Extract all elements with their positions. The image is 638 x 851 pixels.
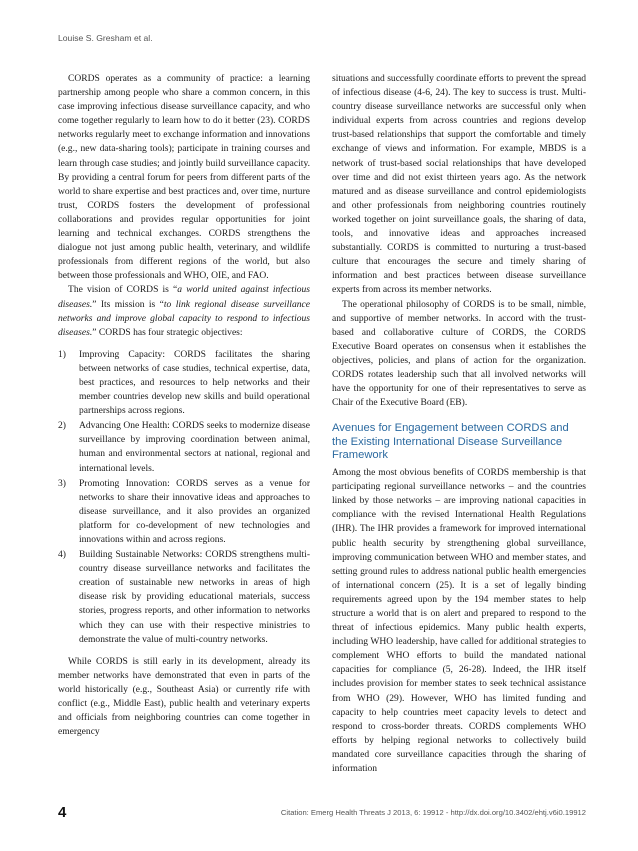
page-number: 4 (58, 804, 67, 821)
citation: Citation: Emerg Health Threats J 2013, 6: 19912 - http://dx.doi.org/10.3402/ehtj.v6i0.19912 (280, 808, 586, 817)
objective-text: Building Sustainable Networks: CORDS strengthens multi-country disease surveillance networks and facilitates the creation of sustainable new networks in areas of high disease risk by providing educational materials, success stories, progress reports, and other information to networks which they can use with their respective ministries to demonstrate the value of multi-country networks. (79, 549, 310, 645)
objective-number: 4) (58, 549, 66, 561)
section-heading: Avenues for Engagement between CORDS and the Existing International Disease Surveillance Framework (332, 422, 569, 462)
paragraph-vision-mission (58, 283, 310, 339)
paragraph-operational-philosophy: The operational philosophy of CORDS is to be small, nimble, and supportive of member networks. In accord with the trust-based and collaborative culture of CORDS, the CORDS Executive Board operates on consensus when it establishes the objectives, policies, and plans of action for the organization. CORDS rotates leadership such that all involved networks will have the opportunity for one of their representatives to serve as Chair of the Executive Board (EB). (332, 298, 586, 409)
objective-number: 1) (58, 348, 66, 360)
objective-text: Advancing One Health: CORDS seeks to modernize disease surveillance by improving coordination between animal, human and environmental sectors at national, regional and international levels. (79, 420, 310, 474)
objectives-list (58, 348, 310, 647)
paragraph-community-of-practice: CORDS operates as a community of practice: a learning partnership among people who share a common concern, in this case improving infectious disease surveillance capacity, and who come together regularly to learn how to do it better (23). CORDS networks regularly meet to exchange information and innovations (e.g., new data-sharing tools); participate in training courses and learn through case studies; and jointly build surveillance capacity. By providing a central forum for peers from different parts of the world to share expertise and best practices and, over time, nurture trust, CORDS fosters the development of professional collaborations and provides regular opportunities for joint learning and technical exchanges. CORDS strengthens the dialogue not just among public health, veterinary, and wildlife professionals from different regions of the world, but also between those professionals and WHO, OIE, and FAO. (58, 73, 310, 282)
objective-item (58, 348, 310, 418)
objective-text: Promoting Innovation: CORDS serves as a venue for networks to share their innovative ideas and approaches to disease surveillance, and it also provides an organized platform for co-development of new technologies and innovations within and across regions. (79, 477, 310, 545)
right-column (332, 72, 586, 776)
paragraph-ihr: Among the most obvious benefits of CORDS membership is that participating regional surveillance networks – and the countries linked by those networks – are improving national capacities in compliance with the revised International Health Regulations (IHR). The IHR provides a framework for improved international public health security by strengthening global surveillance, improving communication between WHO and member states, and setting ground rules to address national public health emergencies of international concern (25). It is a set of legally binding requirements agreed upon by the 194 member states to help structure a world that is on alert and prepared to respond to the threat of infectious epidemics. Many public health experts, including WHO leadership, have called for additional strategies to complement WHO efforts to build the mandated national capacities for compliance (5, 26-28). Indeed, the IHR itself includes provision for member states to seek technical assistance from WHO (29). However, WHO has limited funding and capacity to help countries meet capacity levels to detect and respond to cross-border threats. CORDS complements WHO efforts by helping regional networks to collectively build mandated core surveillance capacities through the sharing of information (332, 467, 586, 774)
vision-lead: The vision of CORDS is “ (68, 284, 178, 296)
paragraph-early-development: While CORDS is still early in its development, already its member networks have demonstrated that even in parts of the world historically (e.g., Southeast Asia) or currently rife with conflict (e.g., Middle East), public health and veterinary experts and officials from neighboring countries can come together in emergency (58, 655, 310, 738)
objective-item (58, 477, 310, 547)
objective-text: Improving Capacity: CORDS facilitates the sharing between networks of case studies, technical expertise, data, best practices, and resources to help networks and their member countries develop new skills and build operational partnerships across regions. (79, 348, 310, 417)
objective-item (58, 548, 310, 647)
left-column (58, 72, 310, 739)
mission-text: to link regional disease surveillance networks and improve global capacity to respond to infectious diseases. (58, 298, 310, 338)
vision-tail: ” CORDS has four strategic objectives: (92, 326, 243, 338)
vision-mid: ” Its mission is “ (92, 298, 164, 310)
objective-number: 2) (58, 420, 66, 432)
vision-text: a world united against infectious diseases. (58, 284, 310, 310)
objective-item (58, 419, 310, 475)
objective-number: 3) (58, 477, 66, 489)
paragraph-trust: situations and successfully coordinate efforts to prevent the spread of infectious disease (4-6, 24). The key to success is trust. Multi-country disease surveillance networks are successful only when individual experts from across countries and regions develop trust-based relationships that support the comfortable and timely exchange of views and information. For example, MBDS is a network of trust-based social relationships that have developed over time and did not exist thirteen years ago. As the network matured and as disease surveillance and control epidemiologists and other professionals from neighboring countries routinely worked together on joint surveillance goals, the sharing of data, tools, and innovative ideas and approaches increased substantially. CORDS is committed to nurturing a trust-based culture that encourages the secure and timely sharing of information and best practices between disease surveillance experts from across its member networks. (332, 73, 586, 296)
running-head: Louise S. Gresham et al. (58, 33, 153, 43)
